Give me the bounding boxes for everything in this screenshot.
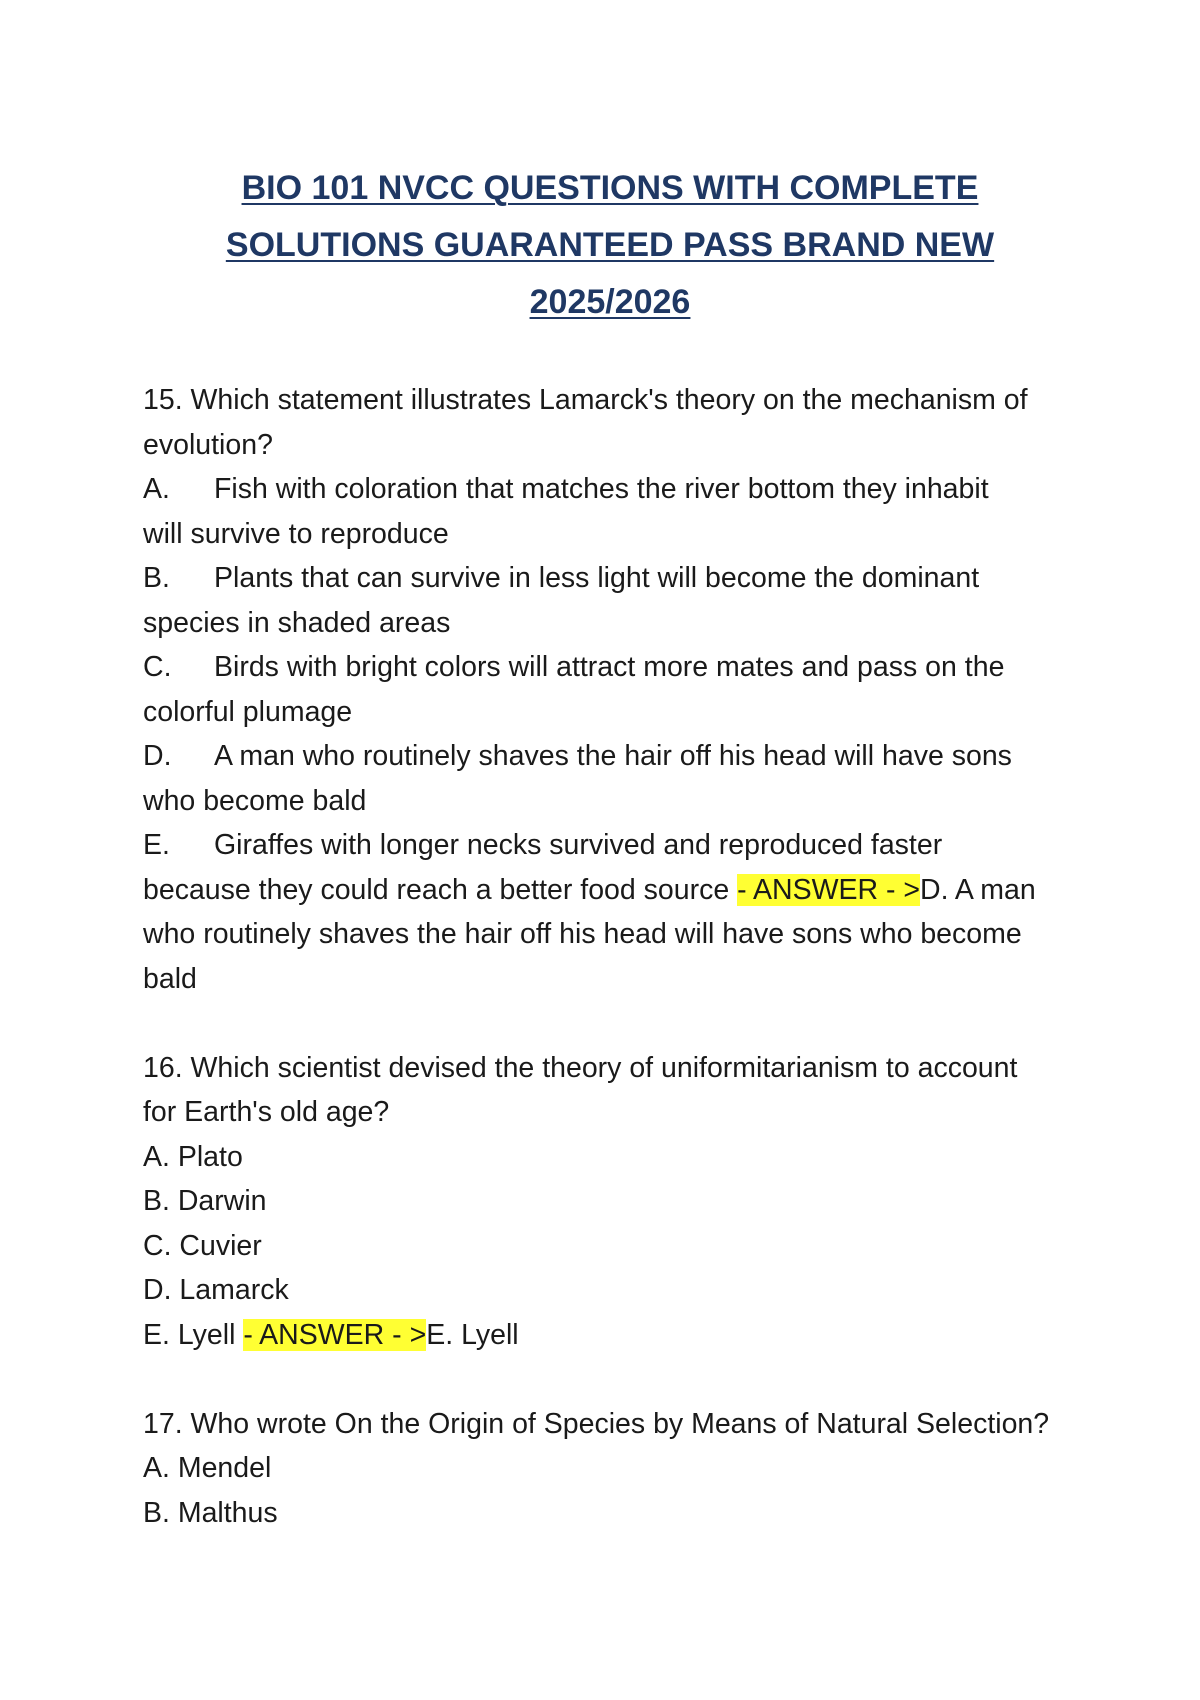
question-15-option-b xyxy=(143,556,1073,601)
question-15-option-a-cont: will survive to reproduce xyxy=(143,517,449,550)
question-15 xyxy=(143,378,1073,1001)
question-16-option-c: C. Cuvier xyxy=(143,1229,262,1262)
question-15-option-d-cont: who become bald xyxy=(143,784,367,817)
option-text: E. Lyell xyxy=(143,1318,244,1351)
option-text: Giraffes with longer necks survived and reproduced faster xyxy=(214,829,943,861)
question-15-option-e xyxy=(143,823,1073,868)
question-list xyxy=(143,378,1073,1580)
option-letter: A. xyxy=(143,473,170,505)
title-line-2: SOLUTIONS GUARANTEED PASS BRAND NEW xyxy=(225,226,995,264)
answer-text: E. Lyell xyxy=(426,1318,519,1351)
title-line-1: BIO 101 NVCC QUESTIONS WITH COMPLETE xyxy=(241,169,979,207)
answer-marker-highlight: - ANSWER - > xyxy=(243,1318,427,1351)
answer-marker-highlight: - ANSWER - > xyxy=(737,873,921,906)
question-16-stem-line-1: 16. Which scientist devised the theory of uniformitarianism to account xyxy=(143,1051,1018,1084)
question-15-stem-line-1: 15. Which statement illustrates Lamarck's theory on the mechanism of xyxy=(143,384,1028,416)
question-17 xyxy=(143,1402,1073,1536)
question-15-option-d xyxy=(143,734,1073,779)
option-text: because they could reach a better food source xyxy=(143,873,738,906)
option-letter: C. xyxy=(143,651,172,683)
option-text: Birds with bright colors will attract more mates and pass on the xyxy=(214,651,1005,683)
option-text: A man who routinely shaves the hair off his head will have sons xyxy=(214,740,1012,772)
option-text: Fish with coloration that matches the river bottom they inhabit xyxy=(214,473,989,505)
question-17-option-b: B. Malthus xyxy=(143,1496,278,1529)
option-letter: E. xyxy=(143,829,170,861)
title-line-3: 2025/2026 xyxy=(529,283,691,321)
question-15-answer-cont: who routinely shaves the hair off his head will have sons who become xyxy=(143,918,1022,950)
question-15-option-c xyxy=(143,645,1073,690)
question-15-option-a xyxy=(143,467,1073,512)
question-15-option-e-cont xyxy=(143,868,1073,913)
question-16-option-a: A. Plato xyxy=(143,1140,243,1173)
question-15-option-b-cont: species in shaded areas xyxy=(143,606,451,639)
option-letter: B. xyxy=(143,562,170,594)
question-15-option-c-cont: colorful plumage xyxy=(143,695,353,728)
question-17-option-a: A. Mendel xyxy=(143,1452,272,1484)
question-15-stem-line-2: evolution? xyxy=(143,428,273,461)
question-16-option-d: D. Lamarck xyxy=(143,1274,289,1306)
option-letter: D. xyxy=(143,740,172,772)
question-16-stem-line-2: for Earth's old age? xyxy=(143,1096,390,1128)
question-16 xyxy=(143,1046,1073,1358)
question-16-option-b: B. Darwin xyxy=(143,1185,267,1217)
document-title xyxy=(140,160,1080,331)
question-15-answer-cont-2: bald xyxy=(143,962,197,995)
option-text: Plants that can survive in less light will become the dominant xyxy=(214,562,980,594)
question-16-option-e xyxy=(143,1313,1073,1358)
answer-text: D. A man xyxy=(920,873,1036,906)
question-17-stem-line-1: 17. Who wrote On the Origin of Species by Means of Natural Selection? xyxy=(143,1407,1050,1440)
